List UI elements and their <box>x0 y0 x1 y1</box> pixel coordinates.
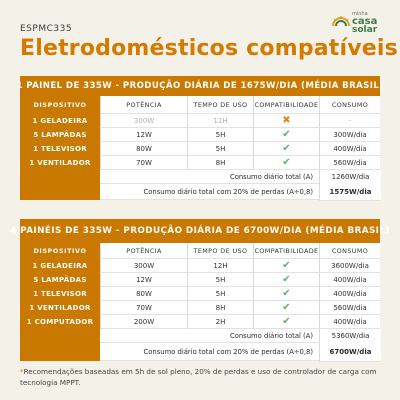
compat-cell <box>253 142 319 156</box>
compat-cell <box>253 156 319 170</box>
col-time-header: TEMPO DE USO <box>187 96 253 114</box>
col-device-header: DISPOSITIVO <box>33 247 87 255</box>
time-value: 5H <box>187 128 253 142</box>
consumption-value: 560W/dia <box>319 156 380 170</box>
check-icon: ✔ <box>282 274 291 285</box>
section-four-panels <box>10 219 390 361</box>
losses-value: 1575W/dia <box>319 184 381 201</box>
time-value: 8H <box>187 156 253 170</box>
table-header-row <box>20 243 380 259</box>
page-title: Eletrodomésticos compatíveis <box>20 36 398 61</box>
time-value: 5H <box>187 273 253 287</box>
check-icon: ✔ <box>282 260 291 271</box>
check-icon: ✔ <box>282 288 291 299</box>
table-row <box>20 156 380 170</box>
table-row <box>20 142 380 156</box>
compat-cell <box>253 128 319 142</box>
total-label: Consumo diário total (A) <box>100 329 319 343</box>
check-icon: ✔ <box>282 129 291 140</box>
device-name: 1 GELADEIRA <box>32 117 88 125</box>
logo-small-text: minha <box>352 11 368 17</box>
check-icon: ✔ <box>282 143 291 154</box>
sun-house-icon <box>330 12 352 34</box>
table-row <box>20 315 380 329</box>
compat-cell <box>253 287 319 301</box>
time-value: 2H <box>187 315 253 329</box>
compat-cell <box>253 273 319 287</box>
power-value: 80W <box>100 142 187 156</box>
col-power-header: POTÊNCIA <box>100 96 187 114</box>
check-icon: ✔ <box>282 316 291 327</box>
col-time-header: TEMPO DE USO <box>187 243 253 259</box>
table-row <box>20 259 380 273</box>
losses-value: 6700W/dia <box>319 343 381 362</box>
consumption-value: - <box>319 114 380 128</box>
time-value: 5H <box>187 142 253 156</box>
device-name: 1 VENTILADOR <box>29 159 91 167</box>
total-value: 1260W/dia <box>319 170 381 185</box>
col-compat-header: COMPATIBILIDADE <box>253 96 319 114</box>
section-header: 4 PAINÉIS DE 335W - PRODUÇÃO DIÁRIA DE 6700W/DIA (MÉDIA BRASIL) <box>10 226 390 236</box>
time-value: 12H <box>187 259 253 273</box>
table-row <box>20 114 380 128</box>
device-name: 5 LAMPÂDAS <box>33 131 87 139</box>
total-value: 5360W/dia <box>319 329 381 344</box>
consumption-value: 3600W/dia <box>319 259 380 273</box>
check-icon: ✔ <box>282 157 291 168</box>
table-row <box>20 273 380 287</box>
time-value: 8H <box>187 301 253 315</box>
section-header: 1 PAINEL DE 335W - PRODUÇÃO DIÁRIA DE 1675W/DIA (MÉDIA BRASIL) <box>16 81 384 91</box>
col-compat-header: COMPATIBILIDADE <box>253 243 319 259</box>
power-value: 300W <box>100 114 187 128</box>
col-device-header: DISPOSITIVO <box>33 101 87 109</box>
table-header-row <box>20 96 380 114</box>
device-name: 1 TELEVISOR <box>33 145 87 153</box>
losses-row <box>100 184 380 200</box>
power-value: 70W <box>100 156 187 170</box>
col-consumption-header: CONSUMO <box>319 96 380 114</box>
device-name: 1 TELEVISOR <box>33 290 87 298</box>
losses-label: Consumo diário total com 20% de perdas (A÷0,8) <box>100 184 319 200</box>
losses-row <box>100 343 380 361</box>
consumption-value: 400W/dia <box>319 315 380 329</box>
section-one-panel <box>16 76 384 200</box>
time-value: 5H <box>187 287 253 301</box>
consumption-value: 400W/dia <box>319 273 380 287</box>
device-name: 1 COMPUTADOR <box>26 318 94 326</box>
logo-casa-text: casa <box>352 16 378 27</box>
power-value: 200W <box>100 315 187 329</box>
consumption-value: 560W/dia <box>319 301 380 315</box>
power-value: 12W <box>100 128 187 142</box>
table-row <box>20 287 380 301</box>
logo-solar-text: solar <box>352 25 378 35</box>
footnote-mark: * <box>20 367 24 376</box>
device-name: 1 GELADEIRA <box>32 262 88 270</box>
consumption-value: 400W/dia <box>319 142 380 156</box>
compat-cell <box>253 259 319 273</box>
power-value: 300W <box>100 259 187 273</box>
consumption-value: 400W/dia <box>319 287 380 301</box>
total-label: Consumo diário total (A) <box>100 170 319 184</box>
device-name: 5 LAMPÂDAS <box>33 276 87 284</box>
table-row <box>20 128 380 142</box>
total-row <box>100 329 380 343</box>
compat-cell <box>253 114 319 128</box>
footnote-text: Recomendações baseadas em 5h de sol pleno, 20% de perdas e uso de controlador de carga com tecnologia MPPT. <box>20 367 377 387</box>
col-power-header: POTÊNCIA <box>100 243 187 259</box>
col-consumption-header: CONSUMO <box>319 243 380 259</box>
brand-logo <box>330 8 396 40</box>
power-value: 12W <box>100 273 187 287</box>
power-value: 80W <box>100 287 187 301</box>
consumption-value: 300W/dia <box>319 128 380 142</box>
cross-icon: ✖ <box>282 115 291 126</box>
power-value: 70W <box>100 301 187 315</box>
product-code: ESPMC335 <box>20 24 73 34</box>
table-row <box>20 301 380 315</box>
compat-cell <box>253 301 319 315</box>
losses-label: Consumo diário total com 20% de perdas (A÷0,8) <box>100 343 319 361</box>
footnote <box>20 366 380 388</box>
total-row <box>100 170 380 184</box>
check-icon: ✔ <box>282 302 291 313</box>
device-name: 1 VENTILADOR <box>29 304 91 312</box>
compat-cell <box>253 315 319 329</box>
time-value: 12H <box>187 114 253 128</box>
